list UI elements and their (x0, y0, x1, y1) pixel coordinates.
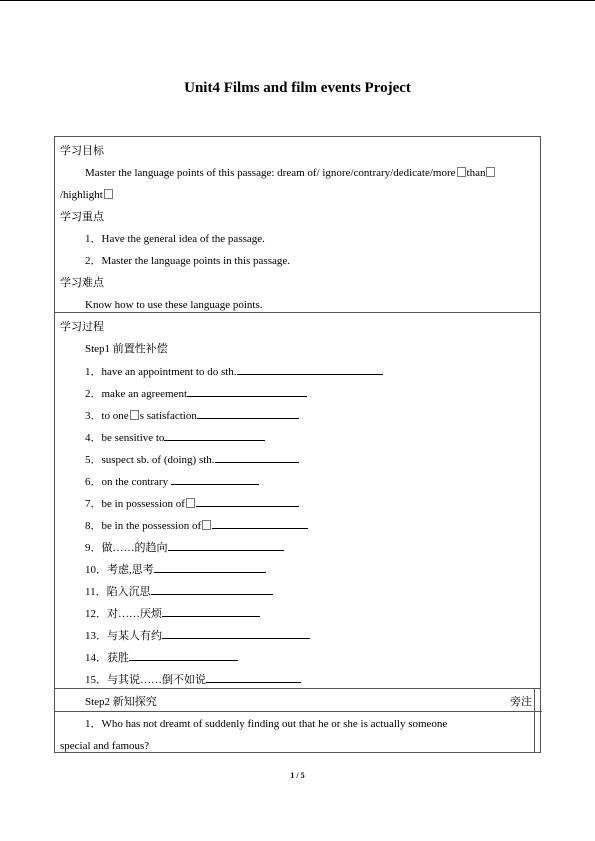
list-item: 13．与某人有约 (85, 628, 310, 643)
explore-box (54, 688, 541, 753)
goals-text-c: /highlight (60, 189, 103, 201)
list-item: 4．be sensitive to (85, 430, 265, 445)
list-item: 14．获胜 (85, 650, 238, 665)
step1-heading: Step1 前置性补偿 (85, 343, 168, 355)
goals-heading: 学习目标 (60, 145, 104, 157)
answer-blank[interactable] (171, 474, 259, 485)
focus-heading: 学习重点 (60, 211, 104, 223)
row-divider (55, 711, 534, 712)
side-note-heading: 旁注 (510, 696, 532, 708)
answer-blank[interactable] (162, 628, 310, 639)
difficulty-heading: 学习难点 (60, 277, 104, 289)
page-title: Unit4 Films and film events Project (184, 80, 411, 96)
list-item: 3．to one s satisfaction (85, 408, 299, 423)
missing-glyph-icon (104, 189, 113, 199)
list-item: 7．be in possession of (85, 496, 299, 511)
answer-blank[interactable] (168, 540, 284, 551)
answer-blank[interactable] (196, 496, 299, 507)
column-divider (534, 689, 535, 752)
missing-glyph-icon (457, 167, 466, 177)
answer-blank[interactable] (129, 650, 238, 661)
process-heading: 学习过程 (60, 321, 104, 333)
answer-blank[interactable] (154, 562, 266, 573)
list-item: 11．陷入沉思 (85, 584, 273, 599)
list-item: 5．suspect sb. of (doing) sth. (85, 452, 299, 467)
answer-blank[interactable] (164, 430, 265, 441)
goals-text-a: Master the language points of this passage: dream of/ ignore/contrary/dedicate/more (85, 167, 456, 179)
goals-text-cont (60, 188, 114, 202)
list-item: 9．做……的趋向 (85, 540, 284, 555)
missing-glyph-icon (202, 520, 211, 530)
question-1-line-2: special and famous? (60, 740, 150, 752)
list-item: 8．be in the possession of (85, 518, 308, 533)
answer-blank[interactable] (162, 606, 260, 617)
list-item: 6．on the contrary (85, 474, 259, 489)
missing-glyph-icon (486, 167, 495, 177)
question-1-line-1: 1．Who has not dreamt of suddenly finding out that he or she is actually someone (85, 718, 448, 730)
page-number: 1 / 5 (290, 771, 305, 780)
list-item: 1．have an appointment to do sth. (85, 364, 383, 379)
objectives-box (54, 136, 541, 312)
answer-blank[interactable] (237, 364, 383, 375)
focus-item: 1．Have the general idea of the passage. (85, 233, 265, 245)
answer-blank[interactable] (206, 672, 301, 683)
answer-blank[interactable] (212, 518, 308, 529)
difficulty-text: Know how to use these language points. (85, 299, 263, 311)
top-rule (0, 0, 595, 1)
list-item: 12．对……厌烦 (85, 606, 260, 621)
goals-text-b: than (466, 167, 486, 179)
process-box (54, 312, 541, 688)
answer-blank[interactable] (197, 408, 299, 419)
missing-glyph-icon (186, 498, 195, 508)
focus-item: 2．Master the language points in this passage. (85, 255, 290, 267)
list-item: 10．考虑,思考 (85, 562, 266, 577)
list-item: 2．make an agreement (85, 386, 307, 401)
row-divider-side (534, 711, 542, 712)
answer-blank[interactable] (151, 584, 273, 595)
answer-blank[interactable] (187, 386, 307, 397)
missing-glyph-icon (130, 410, 139, 420)
answer-blank[interactable] (215, 452, 299, 463)
list-item: 15．与其说……倒不如说 (85, 672, 301, 687)
goals-text (85, 166, 496, 180)
step2-heading: Step2 新知探究 (85, 696, 157, 708)
